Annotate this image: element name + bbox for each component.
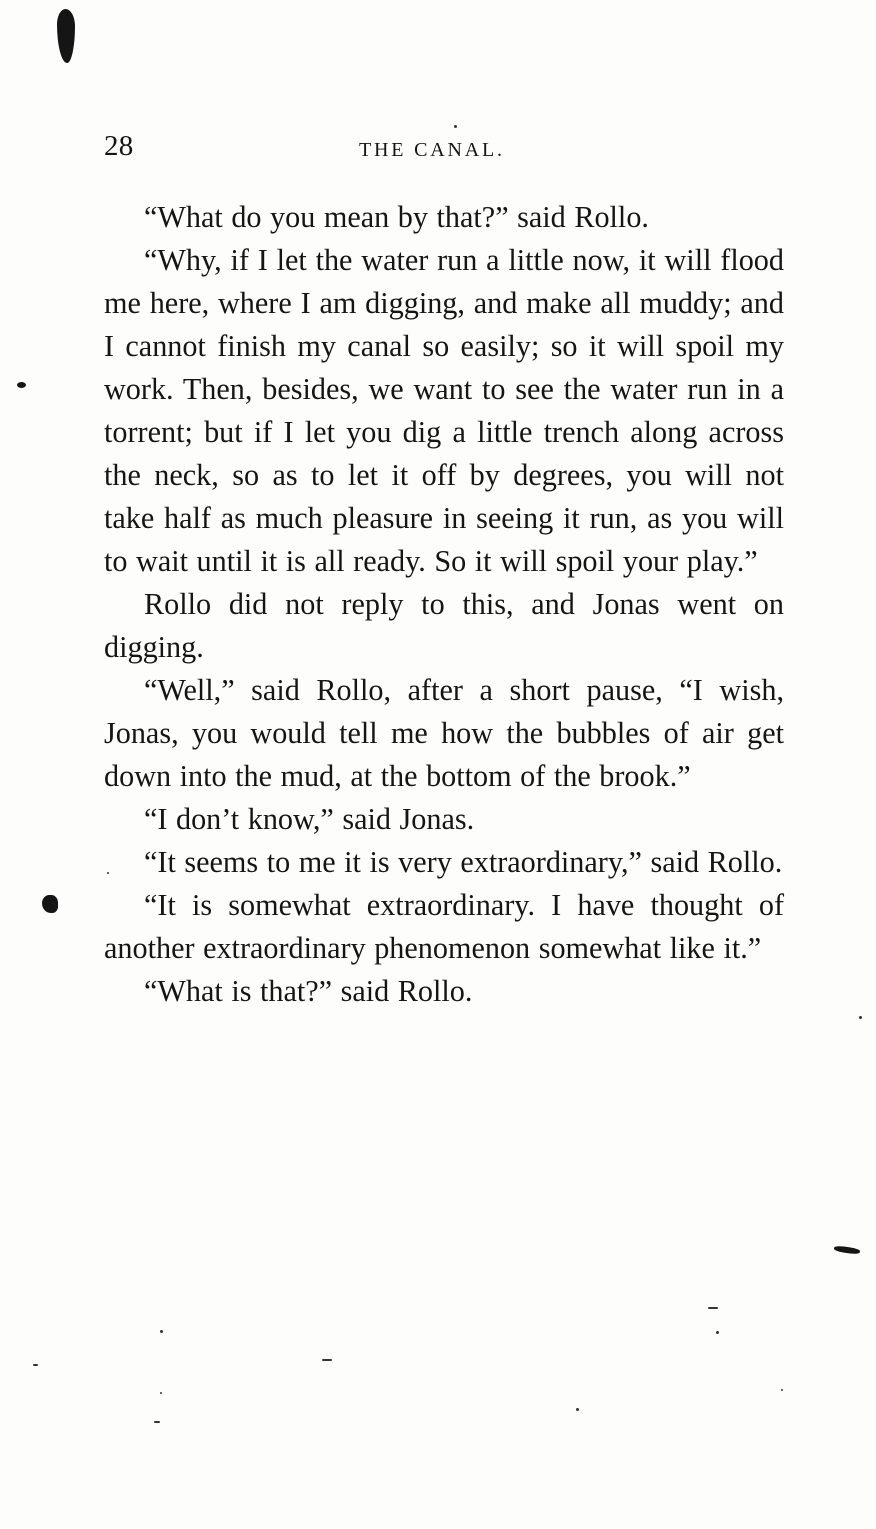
paragraph: Rollo did not reply to this, and Jonas went on digging. [104, 587, 784, 664]
ink-speck [160, 1392, 162, 1394]
paragraph: “What is that?” said Rollo. [144, 974, 473, 1008]
ink-speck [17, 382, 26, 388]
page-number: 28 [104, 130, 134, 162]
ink-blot [42, 895, 58, 913]
ink-mark [322, 1359, 332, 1361]
paragraph: “I don’t know,” said Jonas. [144, 802, 475, 836]
paragraph: “It seems to me it is very extraordinary,” said Rollo. [144, 845, 783, 879]
running-head: THE CANAL. [359, 139, 505, 161]
body-text [104, 196, 784, 1013]
ink-speck [781, 1389, 783, 1391]
ink-speck [576, 1408, 579, 1411]
ink-blot [834, 1245, 861, 1255]
ink-speck [160, 1330, 163, 1333]
ink-mark [33, 1364, 38, 1366]
page-header [104, 128, 784, 172]
paragraph: “What do you mean by that?” said Rollo. [144, 200, 649, 234]
ink-blot [57, 9, 75, 63]
ink-speck [859, 1016, 862, 1019]
paragraph: “It is somewhat extraordinary. I have thought of another extraordinary phenomenon somewhat like it.” [104, 888, 784, 965]
ink-speck [716, 1331, 719, 1334]
ink-mark [708, 1307, 718, 1309]
paragraph: “Well,” said Rollo, after a short pause, “I wish, Jonas, you would tell me how the bubbles of air get down into the mud, at the bottom of the brook.” [104, 673, 784, 793]
paragraph: “Why, if I let the water run a little now, it will flood me here, where I am digging, and make all muddy; and I cannot finish my canal so easily; so it will spoil my work. Then, besides, we want to see the water run in a torrent; but if I let you dig a little trench along across the neck, so as to let it off by degrees, you will not take half as much pleasure in seeing it run, as you will to wait until it is all ready. So it will spoil your play.” [104, 243, 784, 578]
ink-mark [154, 1421, 160, 1423]
